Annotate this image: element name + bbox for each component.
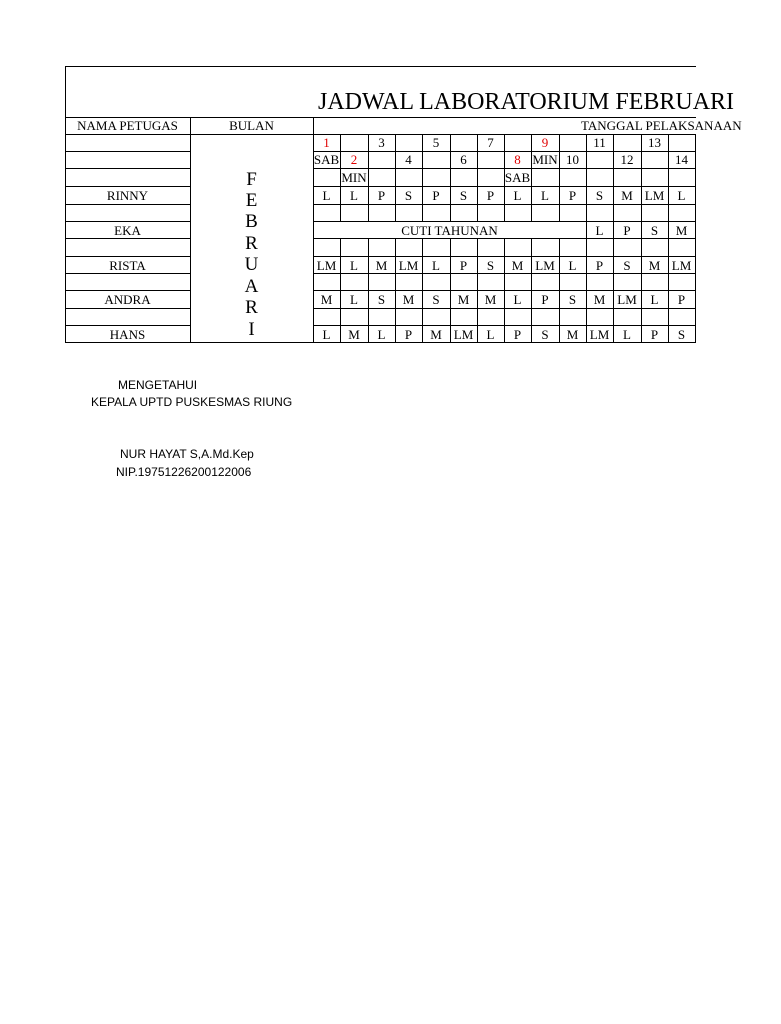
date-col-line bbox=[340, 256, 341, 274]
day-label bbox=[450, 168, 477, 186]
date-col-line bbox=[668, 274, 669, 290]
shift-cell: L bbox=[432, 257, 440, 273]
month-letter: R bbox=[245, 233, 258, 254]
day-label: MIN bbox=[341, 169, 367, 185]
page-title: JADWAL LABORATORIUM FEBRUARI bbox=[318, 89, 735, 115]
month-letter: B bbox=[245, 211, 258, 232]
date-col-line bbox=[450, 239, 451, 256]
day-label bbox=[368, 168, 395, 186]
day-label bbox=[531, 168, 559, 186]
date-number: 7 bbox=[487, 135, 494, 150]
date-col-line bbox=[586, 221, 587, 239]
date-col-line bbox=[395, 239, 396, 256]
shift-cell: L bbox=[650, 291, 659, 307]
staff-name: RINNY bbox=[106, 187, 149, 203]
date-col-line bbox=[450, 290, 451, 308]
date-number bbox=[340, 134, 368, 151]
date-number bbox=[504, 134, 531, 151]
date-col-line bbox=[586, 239, 587, 256]
shift-cell: M bbox=[402, 291, 415, 307]
date-col-line bbox=[477, 256, 478, 274]
shift-cell: L bbox=[513, 291, 522, 307]
shift-cell: S bbox=[486, 257, 495, 273]
date-number bbox=[613, 134, 641, 151]
date-col-line bbox=[668, 204, 669, 221]
date-col-line bbox=[695, 308, 696, 325]
date-col-line bbox=[641, 325, 642, 343]
date-col-line bbox=[422, 274, 423, 290]
day-label bbox=[395, 168, 422, 186]
date-label bbox=[586, 151, 613, 168]
shift-cell: L bbox=[322, 187, 331, 203]
date-col-line bbox=[559, 290, 560, 308]
date-label: 8 bbox=[514, 152, 521, 167]
shift-cell: LM bbox=[671, 257, 692, 273]
header-tanggal: TANGGAL PELAKSANAAN bbox=[581, 118, 742, 133]
date-col-line bbox=[695, 274, 696, 290]
date-number: 9 bbox=[541, 135, 549, 150]
date-col-line bbox=[695, 239, 696, 256]
day-label bbox=[586, 168, 613, 186]
shift-cell: M bbox=[593, 291, 606, 307]
date-col-line bbox=[340, 290, 341, 308]
date-col-line bbox=[477, 274, 478, 290]
shift-cell: S bbox=[404, 187, 413, 203]
date-col-line bbox=[613, 325, 614, 343]
date-col-line bbox=[668, 239, 669, 256]
date-col-line bbox=[450, 274, 451, 290]
date-col-line bbox=[641, 256, 642, 274]
shift-cell: L bbox=[350, 257, 358, 273]
date-col-line bbox=[504, 256, 505, 274]
shift-cell: LM bbox=[316, 257, 337, 273]
shift-cell: L bbox=[623, 326, 631, 342]
month-letter: E bbox=[245, 190, 258, 211]
date-number: 1 bbox=[323, 135, 330, 150]
shift-cell: M bbox=[621, 187, 633, 203]
day-label bbox=[668, 168, 695, 186]
shift-cell: P bbox=[377, 187, 386, 203]
date-col-line bbox=[450, 256, 451, 274]
date-label bbox=[422, 151, 450, 168]
date-col-line bbox=[613, 256, 614, 274]
date-col-line bbox=[368, 274, 369, 290]
month-letter: F bbox=[246, 169, 257, 190]
month-letter: U bbox=[244, 254, 259, 275]
staff-name: RISTA bbox=[109, 257, 146, 273]
shift-cell: P bbox=[432, 187, 440, 203]
header-bulan: BULAN bbox=[229, 118, 274, 133]
month-letter: R bbox=[245, 297, 258, 318]
shift-cell: M bbox=[375, 257, 388, 273]
shift-cell: P bbox=[623, 222, 631, 238]
date-col-line bbox=[450, 204, 451, 221]
date-col-line bbox=[695, 325, 696, 343]
date-col-line bbox=[422, 204, 423, 221]
date-col-line bbox=[340, 308, 341, 325]
day-label bbox=[613, 168, 641, 186]
staff-name: HANS bbox=[109, 326, 146, 342]
date-col-line bbox=[559, 204, 560, 221]
date-col-line bbox=[531, 290, 532, 308]
date-col-line bbox=[641, 186, 642, 204]
staff-name: EKA bbox=[114, 222, 141, 238]
signature-name: NUR HAYAT S,A.Md.Kep bbox=[120, 447, 254, 461]
date-col-line bbox=[368, 256, 369, 274]
shift-cell: LM bbox=[589, 326, 610, 342]
date-number bbox=[668, 134, 695, 151]
day-label bbox=[422, 168, 450, 186]
date-col-line bbox=[422, 325, 423, 343]
date-number bbox=[559, 134, 586, 151]
signature-position: KEPALA UPTD PUSKESMAS RIUNG bbox=[91, 395, 293, 409]
date-col-line bbox=[477, 290, 478, 308]
day-label bbox=[313, 168, 340, 186]
date-col-line bbox=[368, 239, 369, 256]
date-col-line bbox=[368, 186, 369, 204]
date-col-line bbox=[368, 325, 369, 343]
shift-cell: M bbox=[648, 257, 661, 273]
date-col-line bbox=[504, 308, 505, 325]
date-col-line bbox=[641, 274, 642, 290]
date-col-line bbox=[668, 308, 669, 325]
shift-cell: L bbox=[568, 257, 577, 273]
schedule-table bbox=[0, 0, 742, 400]
date-col-line bbox=[450, 325, 451, 343]
day-label: SAB bbox=[504, 169, 531, 185]
date-number: 5 bbox=[432, 135, 440, 150]
signature-acknowledge: MENGETAHUI bbox=[118, 378, 198, 392]
date-col-line bbox=[668, 186, 669, 204]
date-col-line bbox=[395, 308, 396, 325]
name-row-line bbox=[65, 168, 190, 169]
date-label: 12 bbox=[620, 152, 634, 167]
shift-cell: S bbox=[677, 326, 686, 342]
date-col-line bbox=[531, 204, 532, 221]
date-col-line bbox=[368, 308, 369, 325]
shift-cell: L bbox=[350, 291, 358, 307]
date-col-line bbox=[395, 186, 396, 204]
date-col-line bbox=[668, 325, 669, 343]
date-col-line bbox=[531, 186, 532, 204]
date-col-line bbox=[531, 239, 532, 256]
date-col-line bbox=[586, 256, 587, 274]
date-col-line bbox=[586, 290, 587, 308]
date-col-line bbox=[641, 290, 642, 308]
shift-cell: P bbox=[404, 326, 413, 342]
date-label: 2 bbox=[350, 152, 358, 167]
date-col-line bbox=[531, 274, 532, 290]
leave-label: CUTI TAHUNAN bbox=[401, 222, 498, 238]
date-label bbox=[368, 151, 395, 168]
shift-cell: P bbox=[677, 291, 686, 307]
date-col-line bbox=[559, 274, 560, 290]
shift-cell: LM bbox=[398, 257, 419, 273]
shift-cell: S bbox=[623, 257, 631, 273]
date-col-line bbox=[559, 186, 560, 204]
shift-cell: M bbox=[457, 291, 470, 307]
date-col-line bbox=[695, 290, 696, 308]
date-label: 14 bbox=[675, 152, 688, 167]
date-col-line bbox=[695, 221, 696, 239]
shift-cell: LM bbox=[644, 187, 665, 203]
date-col-line bbox=[504, 274, 505, 290]
shift-cell: M bbox=[675, 222, 688, 238]
date-col-line bbox=[641, 221, 642, 239]
shift-cell: P bbox=[459, 257, 468, 273]
date-col-line bbox=[504, 290, 505, 308]
name-row-line bbox=[65, 151, 190, 152]
shift-cell: L bbox=[350, 187, 358, 203]
date-col-line bbox=[586, 204, 587, 221]
date-col-line bbox=[559, 239, 560, 256]
date-col-line bbox=[340, 204, 341, 221]
staff-name: ANDRA bbox=[104, 291, 151, 307]
date-col-line bbox=[668, 290, 669, 308]
shift-cell: L bbox=[377, 326, 386, 342]
date-col-line bbox=[613, 221, 614, 239]
date-col-line bbox=[531, 325, 532, 343]
month-letter: A bbox=[244, 276, 259, 297]
date-col-line bbox=[641, 239, 642, 256]
shift-cell: M bbox=[430, 326, 442, 342]
date-col-line bbox=[368, 204, 369, 221]
shift-cell: LM bbox=[617, 291, 637, 307]
date-col-line bbox=[340, 186, 341, 204]
shift-cell: S bbox=[595, 187, 604, 203]
shift-cell: M bbox=[348, 326, 360, 342]
shift-cell: M bbox=[511, 257, 524, 273]
date-col-line bbox=[395, 325, 396, 343]
date-col-line bbox=[559, 256, 560, 274]
date-label: SAB bbox=[313, 152, 340, 167]
date-label: 6 bbox=[460, 152, 467, 167]
date-number bbox=[450, 134, 477, 151]
date-col-line bbox=[504, 325, 505, 343]
date-label: 4 bbox=[405, 152, 412, 167]
shift-cell: LM bbox=[535, 257, 555, 273]
signature-nip: NIP.19751226200122006 bbox=[116, 465, 252, 479]
shift-cell: P bbox=[595, 257, 604, 273]
date-col-line bbox=[450, 308, 451, 325]
date-col-line bbox=[395, 204, 396, 221]
date-col-line bbox=[668, 221, 669, 239]
shift-cell: M bbox=[566, 326, 579, 342]
date-col-line bbox=[504, 204, 505, 221]
date-label: 10 bbox=[566, 152, 579, 167]
shift-cell: P bbox=[541, 291, 549, 307]
date-col-line bbox=[641, 308, 642, 325]
shift-cell: S bbox=[650, 222, 659, 238]
date-col-line bbox=[531, 256, 532, 274]
shift-cell: P bbox=[650, 326, 659, 342]
date-col-line bbox=[450, 186, 451, 204]
date-col-line bbox=[422, 290, 423, 308]
date-label: MIN bbox=[532, 152, 558, 167]
date-col-line bbox=[531, 308, 532, 325]
date-col-line bbox=[695, 134, 696, 186]
date-number: 3 bbox=[378, 135, 385, 150]
date-col-line bbox=[340, 239, 341, 256]
date-col-line bbox=[586, 308, 587, 325]
date-col-line bbox=[477, 308, 478, 325]
shift-cell: S bbox=[377, 291, 386, 307]
shift-cell: P bbox=[568, 187, 577, 203]
bulan-bottom-line bbox=[190, 342, 313, 343]
date-col-line bbox=[422, 239, 423, 256]
shift-cell: S bbox=[541, 326, 549, 342]
shift-cell: M bbox=[320, 291, 333, 307]
shift-cell: L bbox=[322, 326, 331, 342]
date-col-line bbox=[613, 274, 614, 290]
date-col-line bbox=[695, 256, 696, 274]
date-col-line bbox=[586, 325, 587, 343]
date-col-line bbox=[586, 274, 587, 290]
shift-cell: P bbox=[513, 326, 522, 342]
date-number: 13 bbox=[648, 135, 661, 150]
date-col-line bbox=[559, 308, 560, 325]
table-top-border bbox=[65, 66, 696, 67]
date-col-line bbox=[477, 186, 478, 204]
date-col-line bbox=[613, 308, 614, 325]
shift-cell: M bbox=[484, 291, 497, 307]
date-col-line bbox=[504, 239, 505, 256]
date-col-line bbox=[668, 256, 669, 274]
month-letter: I bbox=[248, 319, 255, 340]
date-col-line bbox=[613, 186, 614, 204]
date-col-line bbox=[340, 274, 341, 290]
name-row-line bbox=[65, 308, 190, 309]
day-label bbox=[559, 168, 586, 186]
date-col-line bbox=[340, 325, 341, 343]
date-col-line bbox=[695, 204, 696, 221]
date-col-line bbox=[422, 308, 423, 325]
date-col-line bbox=[395, 290, 396, 308]
shift-cell: P bbox=[486, 187, 495, 203]
date-col-line bbox=[695, 186, 696, 204]
date-label bbox=[477, 151, 504, 168]
shift-cell: LM bbox=[453, 326, 474, 342]
date-label bbox=[641, 151, 668, 168]
header-nama-petugas: NAMA PETUGAS bbox=[77, 118, 178, 133]
shift-cell: L bbox=[486, 326, 495, 342]
date-col-line bbox=[422, 256, 423, 274]
date-col-line bbox=[395, 256, 396, 274]
date-col-line bbox=[477, 325, 478, 343]
shift-cell: S bbox=[432, 291, 440, 307]
date-number: 11 bbox=[593, 135, 606, 150]
shift-cell: S bbox=[459, 187, 468, 203]
date-col-line bbox=[422, 186, 423, 204]
date-col-line bbox=[641, 204, 642, 221]
date-number bbox=[395, 134, 422, 151]
shift-cell: L bbox=[595, 222, 604, 238]
date-col-line bbox=[613, 290, 614, 308]
shift-cell: L bbox=[677, 187, 686, 203]
day-label bbox=[641, 168, 668, 186]
shift-cell: L bbox=[541, 187, 549, 203]
shift-cell: L bbox=[513, 187, 522, 203]
date-col-line bbox=[613, 239, 614, 256]
date-col-line bbox=[395, 274, 396, 290]
date-col-line bbox=[559, 325, 560, 343]
date-col-line bbox=[477, 239, 478, 256]
shift-cell: S bbox=[568, 291, 577, 307]
date-col-line bbox=[477, 204, 478, 221]
date-col-line bbox=[613, 204, 614, 221]
date-col-line bbox=[586, 186, 587, 204]
date-col-line bbox=[368, 290, 369, 308]
date-col-line bbox=[504, 186, 505, 204]
day-label bbox=[477, 168, 504, 186]
name-row-line bbox=[65, 204, 190, 205]
